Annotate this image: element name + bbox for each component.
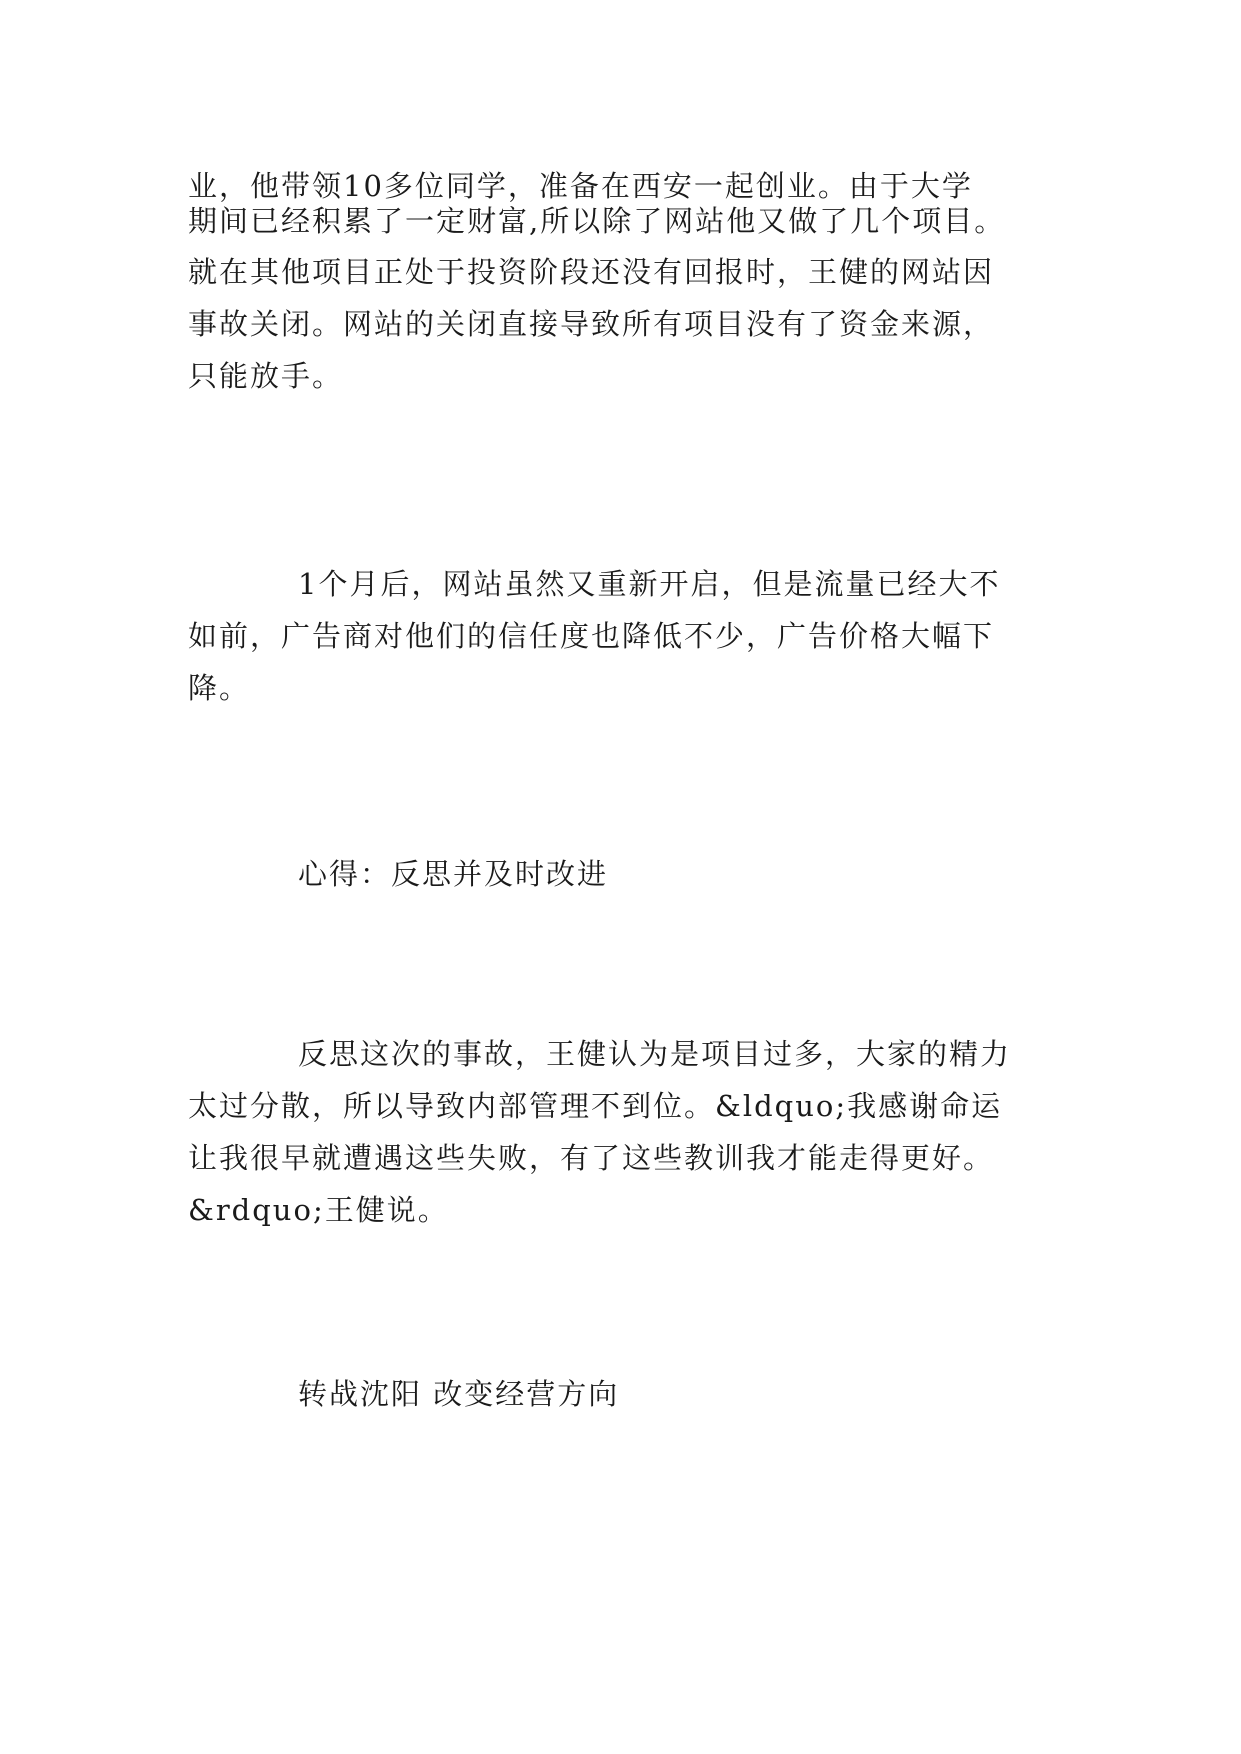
text-line: 让我很早就遭遇这些失败，有了这些教训我才能走得更好。: [188, 1141, 995, 1175]
heading-line: 心得：反思并及时改进: [298, 857, 609, 891]
text-line: 期间已经积累了一定财富,所以除了网站他又做了几个项目。: [188, 204, 1006, 238]
text-line: &rdquo;王健说。: [188, 1193, 449, 1227]
text-line: 如前，广告商对他们的信任度也降低不少，广告价格大幅下: [188, 619, 995, 653]
text-line: 业，他带领10多位同学，准备在西安一起创业。由于大学: [188, 169, 973, 203]
text-line: 1个月后，网站虽然又重新开启，但是流量已经大不: [298, 567, 1001, 601]
text-line: 只能放手。: [188, 359, 344, 393]
text-line: 就在其他项目正处于投资阶段还没有回报时，王健的网站因: [188, 255, 995, 289]
text-line: 反思这次的事故，王健认为是项目过多，大家的精力: [298, 1037, 1012, 1071]
text-line: 太过分散，所以导致内部管理不到位。&ldquo;我感谢命运: [188, 1089, 1003, 1123]
text-line: 事故关闭。网站的关闭直接导致所有项目没有了资金来源，: [188, 307, 995, 341]
text-line: 降。: [188, 671, 251, 705]
heading-line: 转战沈阳 改变经营方向: [298, 1377, 620, 1411]
